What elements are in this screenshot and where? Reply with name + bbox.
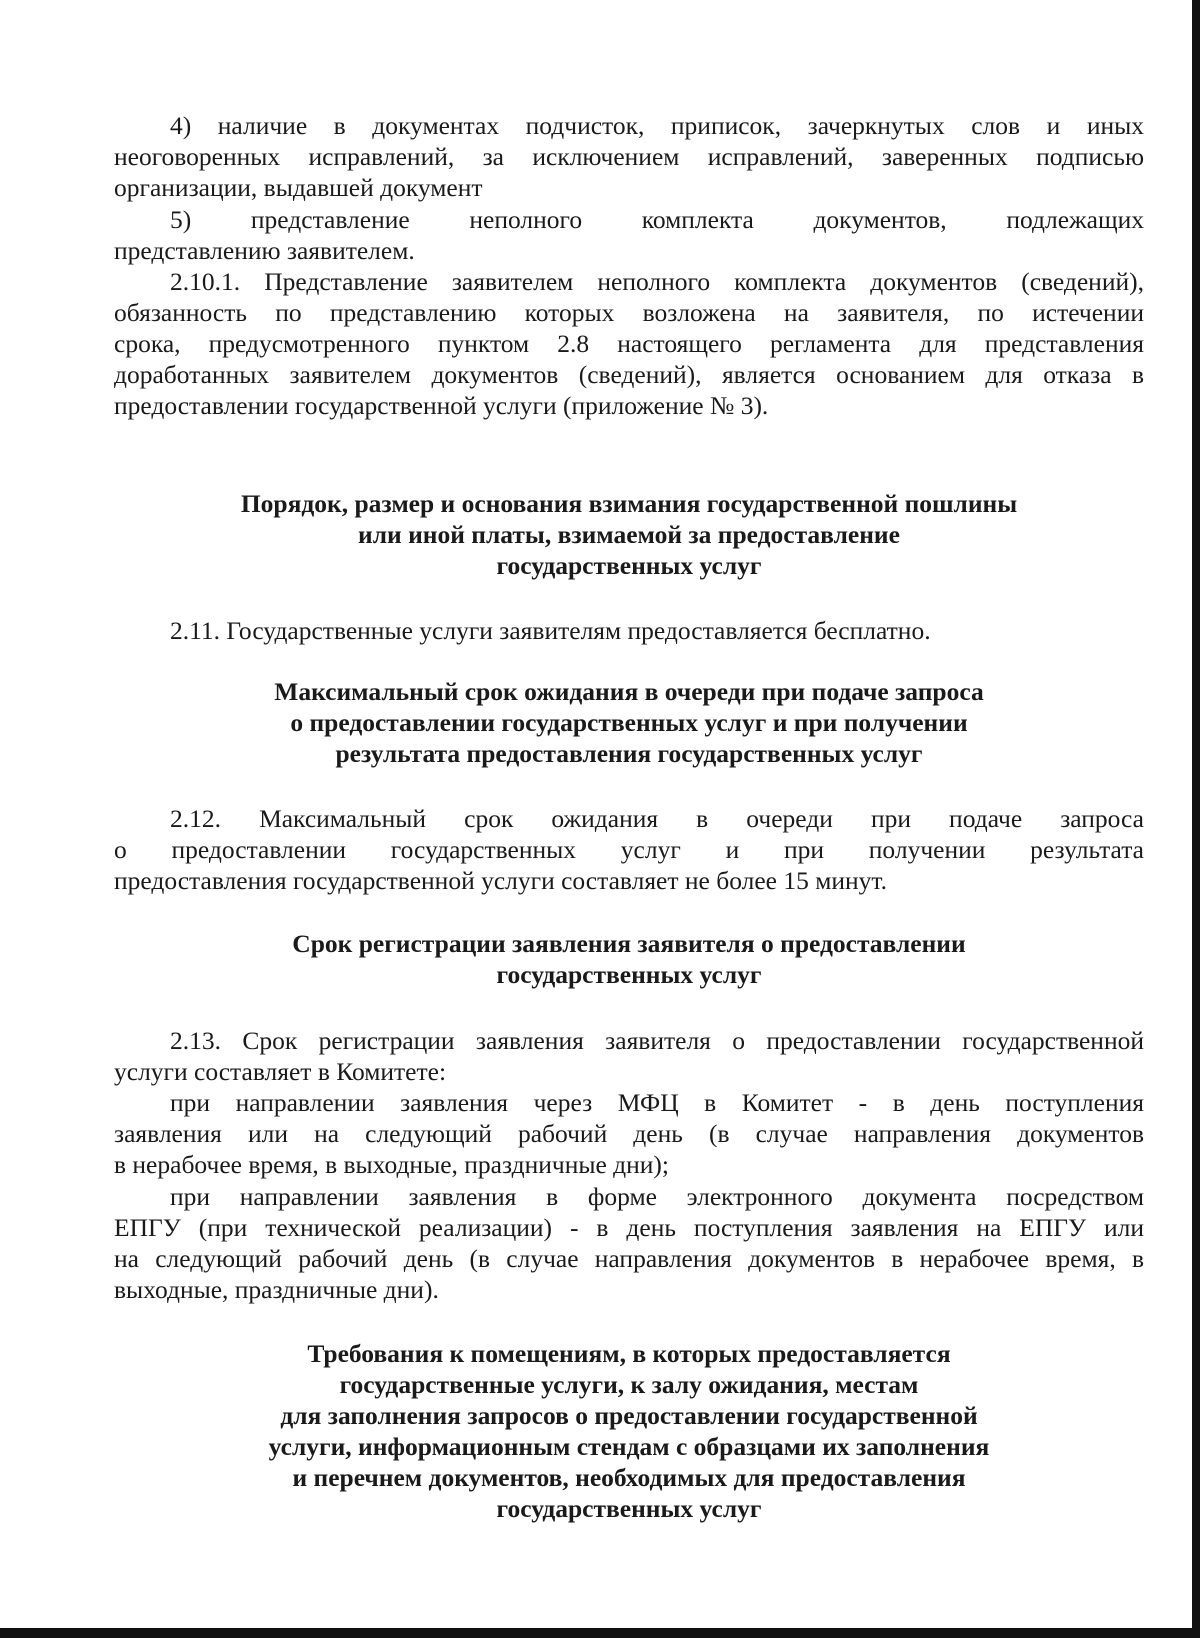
heading-line: государственных услуг xyxy=(496,551,762,580)
text-line: ЕПГУ (при технической реализации) - в день поступления заявления на ЕПГУ или xyxy=(114,1213,1144,1242)
section-heading-premises xyxy=(114,1338,1144,1524)
text-line: 2.11. Государственные услуги заявителям предоставляется бесплатно. xyxy=(170,616,931,645)
text-line: организации, выдавшей документ xyxy=(114,173,483,202)
text-line: на следующий рабочий день (в случае направления документов в нерабочее время, в xyxy=(114,1244,1144,1273)
text-line: заявления или на следующий рабочий день (в случае направления документов xyxy=(114,1119,1144,1148)
text-line: о предоставлении государственных услуг и при получении результата xyxy=(114,835,1144,864)
paragraph-mfc xyxy=(114,1087,1144,1180)
scan-right-edge xyxy=(1192,0,1200,1638)
paragraph-2-10-1 xyxy=(114,266,1144,421)
heading-line: государственные услуги, к залу ожидания, местам xyxy=(339,1370,919,1399)
text-line: 2.10.1. Представление заявителем неполного комплекта документов (сведений), xyxy=(170,267,1144,296)
text-line: 4) наличие в документах подчисток, приписок, зачеркнутых слов и иных xyxy=(170,111,1144,140)
heading-line: Порядок, размер и основания взимания государственной пошлины xyxy=(240,489,1018,518)
heading-line: государственных услуг xyxy=(496,960,762,989)
heading-line: о предоставлении государственных услуг и при получении xyxy=(290,708,968,737)
text-line: предоставления государственной услуги составляет не более 15 минут. xyxy=(114,866,888,895)
heading-line: государственных услуг xyxy=(496,1494,762,1523)
paragraph-epgu xyxy=(114,1181,1144,1305)
paragraph-2-11 xyxy=(114,615,1144,646)
scan-bottom-edge xyxy=(0,1628,1200,1638)
text-line: представлению заявителем. xyxy=(114,236,415,265)
section-heading-queue xyxy=(114,676,1144,769)
heading-line: и перечнем документов, необходимых для предоставления xyxy=(292,1463,966,1492)
heading-line: Срок регистрации заявления заявителя о предоставлении xyxy=(292,929,966,958)
text-line: 5) представление неполного комплекта документов, подлежащих xyxy=(170,205,1144,234)
text-line: 2.13. Срок регистрации заявления заявителя о предоставлении государственной xyxy=(170,1026,1144,1055)
text-line: неоговоренных исправлений, за исключением исправлений, заверенных подписью xyxy=(114,142,1144,171)
heading-line: Максимальный срок ожидания в очереди при подаче запроса xyxy=(274,677,984,706)
text-line: в нерабочее время, в выходные, праздничные дни); xyxy=(114,1150,670,1179)
paragraph-item-5 xyxy=(114,204,1144,266)
heading-line: или иной платы, взимаемой за предоставление xyxy=(358,520,900,549)
paragraph-2-12 xyxy=(114,803,1144,896)
text-line: выходные, праздничные дни). xyxy=(114,1275,439,1304)
text-line: 2.12. Максимальный срок ожидания в очереди при подаче запроса xyxy=(170,804,1144,833)
heading-line: результата предоставления государственных услуг xyxy=(335,739,923,768)
text-line: срока, предусмотренного пунктом 2.8 настоящего регламента для представления xyxy=(114,329,1144,358)
text-line: доработанных заявителем документов (сведений), является основанием для отказа в xyxy=(114,360,1144,389)
text-line: предоставлении государственной услуги (приложение № 3). xyxy=(114,391,769,420)
text-line: обязанность по представлению которых возложена на заявителя, по истечении xyxy=(114,298,1144,327)
section-heading-registration xyxy=(114,928,1144,990)
heading-line: Требования к помещениям, в которых предоставляется xyxy=(307,1339,951,1368)
text-line: при направлении заявления в форме электронного документа посредством xyxy=(170,1182,1144,1211)
heading-line: услуги, информационным стендам с образцами их заполнения xyxy=(268,1432,990,1461)
section-heading-fees xyxy=(114,488,1144,581)
text-line: услуги составляет в Комитете: xyxy=(114,1057,447,1086)
text-line: при направлении заявления через МФЦ в Комитет - в день поступления xyxy=(170,1088,1144,1117)
paragraph-2-13 xyxy=(114,1025,1144,1087)
heading-line: для заполнения запросов о предоставлении государственной xyxy=(280,1401,978,1430)
paragraph-item-4 xyxy=(114,110,1144,203)
